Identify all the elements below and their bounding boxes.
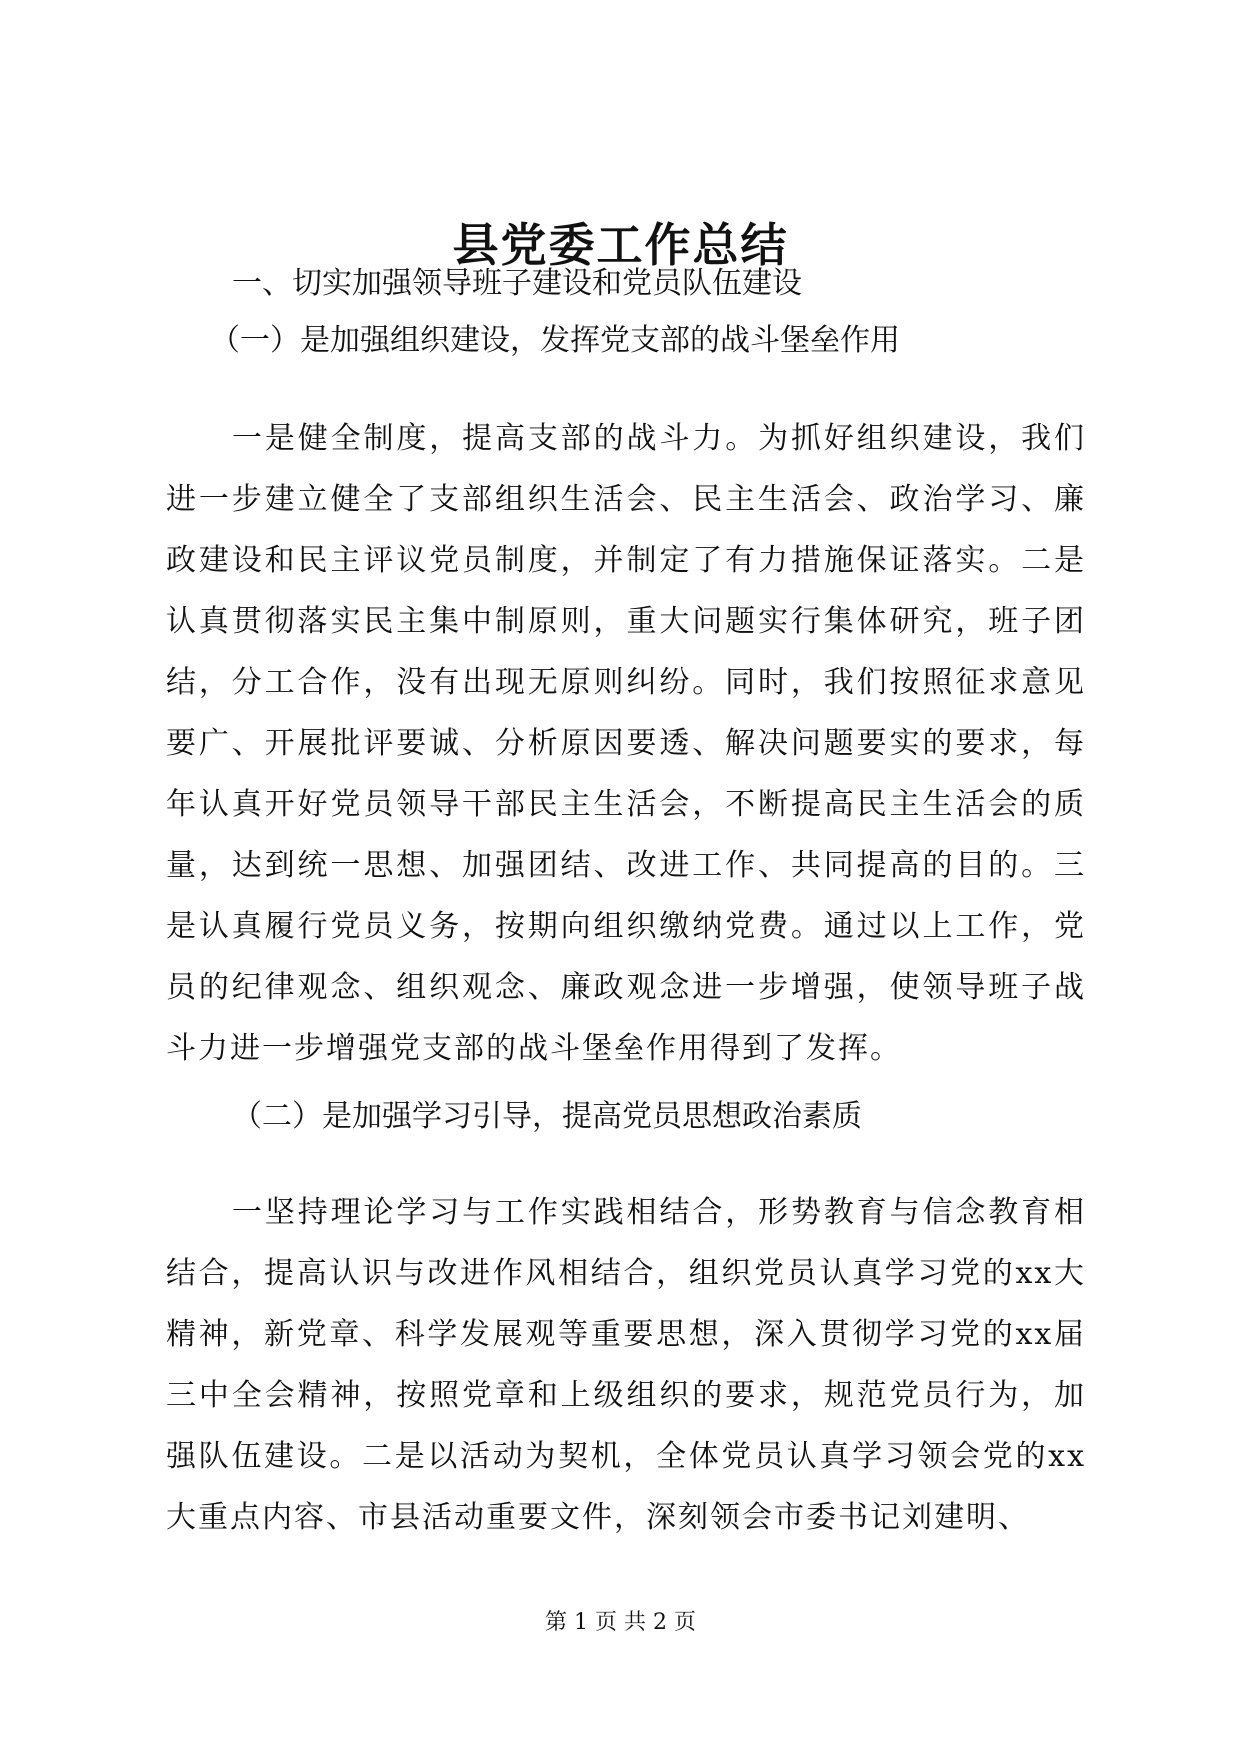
subsection-heading-2: （二）是加强学习引导，提高党员思想政治素质 bbox=[232, 1099, 862, 1134]
subsection-heading-1: （一）是加强组织建设，发挥党支部的战斗堡垒作用 bbox=[210, 323, 900, 358]
section-heading-1: 一、切实加强领导班子建设和党员队伍建设 bbox=[232, 266, 802, 301]
page-footer: 第 1 页 共 2 页 bbox=[545, 1610, 696, 1635]
body-paragraph-1: 一是健全制度，提高支部的战斗力。为抓好组织建设，我们进一步建立健全了支部组织生活会、民主生活会、政治学习、廉政建设和民主评议党员制度，并制定了有力措施保证落实。二是认真贯彻落实民主集中制原则，重大问题实行集体研究，班子团结，分工合作，没有出现无原则纠纷。同时，我们按照征求意见要广、开展批评要诚、分析原因要透、解决问题要实的要求，每年认真开好党员领导干部民主生活会，不断提高民主生活会的质量，达到统一思想、加强团结、改进工作、共同提高的目的。三是认真履行党员义务，按期向组织缴纳党费。通过以上工作，党员的纪律观念、组织观念、廉政观念进一步增强，使领导班子战斗力进一步增强党支部的战斗堡垒作用得到了发挥。 bbox=[166, 421, 1086, 1066]
document-title: 县党委工作总结 bbox=[452, 218, 789, 272]
body-paragraph-2: 一坚持理论学习与工作实践相结合，形势教育与信念教育相结合，提高认识与改进作风相结合，组织党员认真学习党的xx大精神，新党章、科学发展观等重要思想，深入贯彻学习党的xx届三中全会精神，按照党章和上级组织的要求，规范党员行为，加强队伍建设。二是以活动为契机，全体党员认真学习领会党的xx大重点内容、市县活动重要文件，深刻领会市委书记刘建明、 bbox=[166, 1195, 1086, 1535]
